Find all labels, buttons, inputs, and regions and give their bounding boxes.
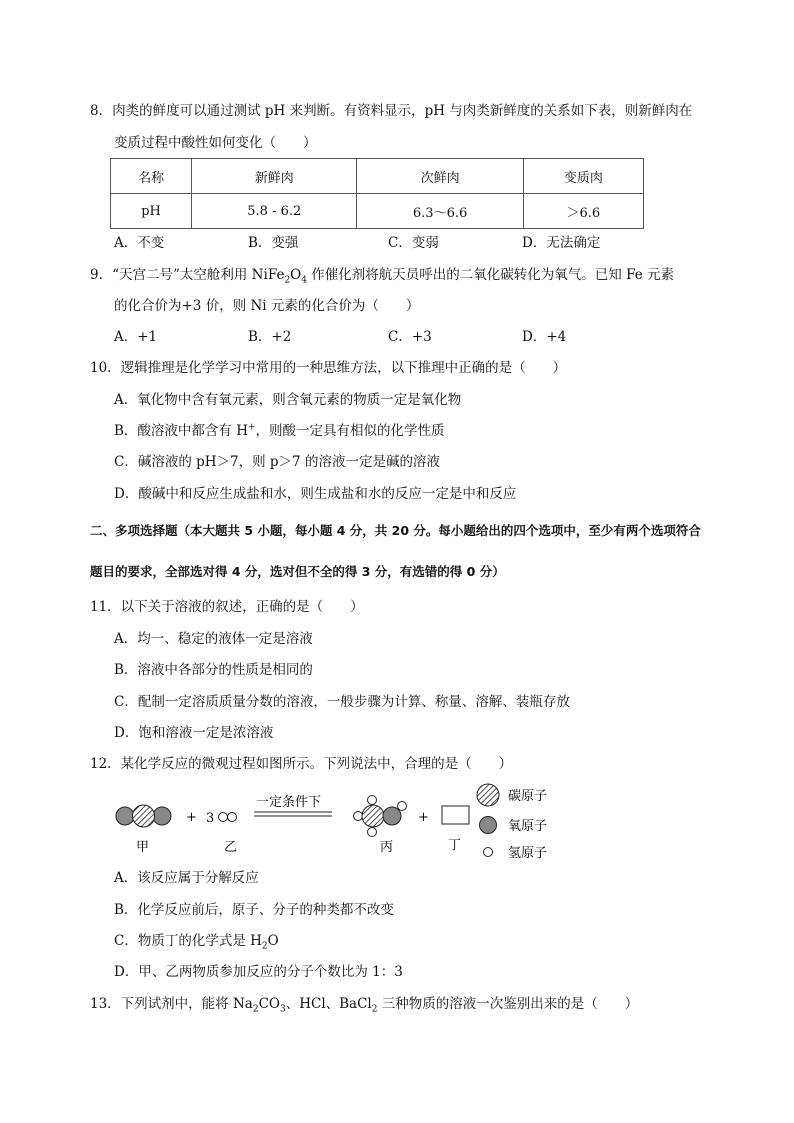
q8-option-c[interactable]: C．变弱 (388, 235, 439, 251)
reaction-diagram (0, 770, 794, 870)
legend-hydrogen: 氢原子 (508, 846, 548, 861)
q8-option-a[interactable]: A．不变 (114, 235, 165, 251)
q10-option-a[interactable]: A．氧化物中含有氧元素，则含氧元素的物质一定是氧化物 (114, 392, 462, 408)
table-row (111, 194, 644, 229)
table-cell: 名称 (111, 159, 192, 194)
plus-sign: + (186, 810, 197, 825)
ph-table (110, 158, 644, 229)
molecule-bing (354, 796, 407, 837)
table-cell: ＞6.6 (523, 194, 643, 229)
table-cell: 6.3～6.6 (357, 194, 523, 229)
q11-option-b[interactable]: B．溶液中各部分的性质是相同的 (114, 662, 313, 678)
q8-stem-line1: 8．肉类的鲜度可以通过测试 pH 来判断。有资料显示，pH 与肉类新鲜度的关系如下表，则新鲜肉在 (90, 103, 693, 119)
q9-stem-line2: 的化合价为+3 价，则 Ni 元素的化合价为（ ） (114, 298, 420, 314)
q8-stem-line2: 变质过程中酸性如何变化（ ） (114, 135, 317, 151)
q11-option-d[interactable]: D．饱和溶液一定是浓溶液 (114, 725, 274, 741)
table-cell: 5.8 - 6.2 (192, 194, 357, 229)
carbon-atom-icon (477, 784, 499, 806)
label-bing: 丙 (380, 840, 394, 855)
table-header-row (111, 159, 644, 194)
label-yi: 乙 (224, 840, 238, 855)
oxygen-atom-icon (480, 817, 497, 834)
coefficient: 3 (206, 811, 215, 826)
q8-option-d[interactable]: D．无法确定 (522, 235, 601, 251)
section2-heading-line2: 题目的要求，全部选对得 4 分，选对但不全的得 3 分，有选错的得 0 分） (90, 564, 505, 579)
reaction-condition: 一定条件下 (256, 795, 322, 810)
q12-option-a[interactable]: A．该反应属于分解反应 (114, 870, 259, 886)
label-jia: 甲 (136, 840, 150, 855)
q9-option-d[interactable]: D．+4 (522, 329, 567, 345)
q12-option-b[interactable]: B．化学反应前后，原子、分子的种类都不改变 (114, 902, 394, 918)
q11-option-a[interactable]: A．均一、稳定的液体一定是溶液 (114, 631, 313, 647)
table-cell: 次鲜肉 (357, 159, 523, 194)
legend-oxygen: 氧原子 (508, 819, 548, 834)
q9-option-a[interactable]: A．+1 (114, 329, 158, 345)
q9-option-b[interactable]: B．+2 (248, 329, 292, 345)
q13-stem: 13．下列试剂中，能将 $Na_2CO_3$、HCl、BaCl$_2$ 三种物质的溶液一次鉴别出来的是（ ） (90, 996, 639, 1015)
product-box-ding (442, 806, 469, 824)
q10-option-b[interactable]: B．酸溶液中都含有 H+，则酸一定具有相似的化学性质 (114, 422, 445, 439)
molecule-jia (116, 805, 171, 827)
legend (477, 784, 547, 861)
q8-option-b[interactable]: B．变强 (248, 235, 299, 251)
q12-option-d[interactable]: D．甲、乙两物质参加反应的分子个数比为 1：3 (114, 964, 403, 980)
table-cell: pH (111, 194, 192, 229)
q11-option-c[interactable]: C．配制一定溶质质量分数的溶液，一般步骤为计算、称量、溶解、装瓶存放 (114, 694, 570, 710)
molecule-yi (219, 813, 237, 822)
q9-option-c[interactable]: C．+3 (388, 329, 432, 345)
q10-option-c[interactable]: C．碱溶液的 pH＞7，则 p＞7 的溶液一定是碱的溶液 (114, 454, 440, 470)
q11-stem: 11．以下关于溶液的叙述，正确的是（ ） (90, 599, 364, 615)
q9-stem-line1: 9．“天宫二号”太空舱利用 $NiFe_2O_4$ 作催化剂将航天员呼出的二氧化碳转化为氧气。已知 Fe 元素 (90, 267, 674, 286)
label-ding: 丁 (448, 838, 462, 853)
table-cell: 变质肉 (523, 159, 643, 194)
legend-carbon: 碳原子 (508, 789, 548, 804)
plus-sign: + (418, 810, 429, 825)
section2-heading-line1: 二、多项选择题（本大题共 5 小题，每小题 4 分，共 20 分。每小题给出的四个选项中，至少有两个选项符合 (90, 523, 701, 538)
table-cell: 新鲜肉 (192, 159, 357, 194)
hydrogen-atom-icon (484, 848, 493, 857)
q10-stem: 10．逻辑推理是化学学习中常用的一种思维方法，以下推理中正确的是（ ） (90, 360, 567, 376)
q12-option-c[interactable]: C．物质丁的化学式是 $H_2O$ (114, 933, 279, 952)
q12-stem: 12．某化学反应的微观过程如图所示。下列说法中，合理的是（ ） (90, 756, 513, 772)
q10-option-d[interactable]: D．酸碱中和反应生成盐和水，则生成盐和水的反应一定是中和反应 (114, 486, 517, 502)
